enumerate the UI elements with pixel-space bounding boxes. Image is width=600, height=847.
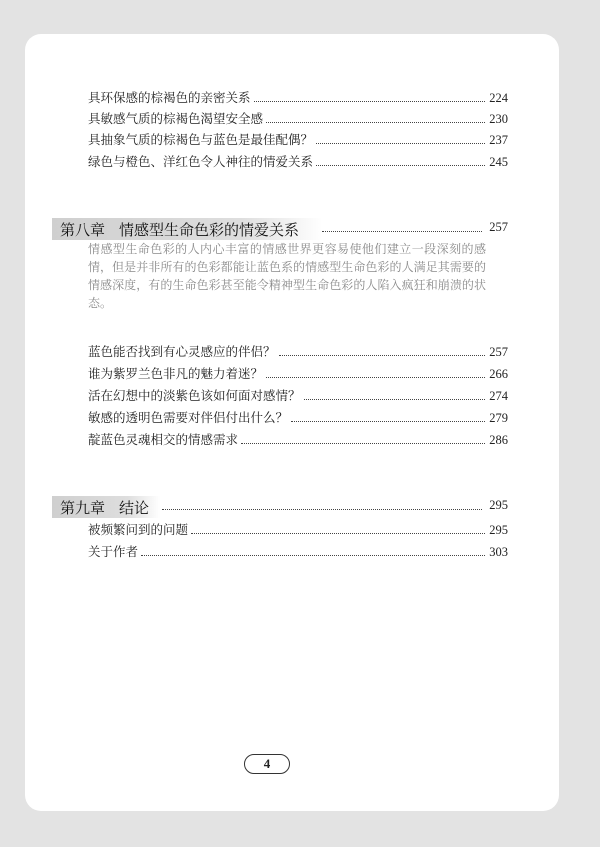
chapter-8-summary: 情感型生命色彩的人内心丰富的情感世界更容易使他们建立一段深刻的感情，但是并非所有的色彩都能让蓝色系的情感型生命色彩的人满足其需要的情感深度，有的生命色彩甚至能令精神型生命色彩的人陷入疯狂和崩溃的状态。 <box>88 242 486 310</box>
dot-leader <box>316 143 485 144</box>
chapter-9-page: 295 <box>489 498 508 512</box>
toc-entry[interactable] <box>88 540 508 560</box>
dot-leader <box>241 443 485 444</box>
chapter-9-heading[interactable] <box>52 496 508 518</box>
toc-entry-title: 蓝色能否找到有心灵感应的伴侣？ <box>88 344 276 359</box>
toc-entry-page: 266 <box>489 367 508 381</box>
dot-leader <box>316 165 485 166</box>
toc-entry-page: 295 <box>489 523 508 537</box>
toc-entry-page: 257 <box>489 345 508 359</box>
chapter-9-title: 结论 <box>119 498 150 517</box>
toc-entry-title: 具抽象气质的棕褐色与蓝色是最佳配偶？ <box>88 132 314 147</box>
toc-entry-title: 绿色与橙色、洋红色令人神往的情爱关系 <box>88 154 314 169</box>
toc-entry[interactable] <box>88 107 508 127</box>
toc-entry-title: 具环保感的棕褐色的亲密关系 <box>88 90 251 105</box>
chapter-8-number: 第八章 <box>60 220 106 239</box>
page-number: 4 <box>244 754 290 774</box>
chapter-9-banner <box>52 496 160 518</box>
toc-entry-page: 279 <box>489 411 508 425</box>
toc-entry-title: 关于作者 <box>88 544 139 559</box>
toc-entry-page: 237 <box>489 133 508 147</box>
toc-entry[interactable] <box>88 150 508 170</box>
dot-leader <box>141 555 485 556</box>
toc-entry[interactable] <box>88 128 508 148</box>
toc-entry[interactable] <box>88 384 508 404</box>
toc-entry-page: 303 <box>489 545 508 559</box>
toc-entry[interactable] <box>88 86 508 106</box>
toc-entry[interactable] <box>88 406 508 426</box>
chapter-8-title: 情感型生命色彩的情爱关系 <box>119 220 300 239</box>
toc-entry-page: 230 <box>489 112 508 126</box>
toc-entry-page: 274 <box>489 389 508 403</box>
toc-entry-title: 靛蓝色灵魂相交的情感需求 <box>88 432 239 447</box>
dot-leader <box>162 509 482 510</box>
chapter-8-heading[interactable] <box>52 218 508 240</box>
dot-leader <box>266 122 485 123</box>
dot-leader <box>304 399 486 400</box>
toc-entry-title: 敏感的透明色需要对伴侣付出什么？ <box>88 410 289 425</box>
chapter-8-banner <box>52 218 322 240</box>
toc-entry-title: 被频繁问到的问题 <box>88 522 189 537</box>
toc-entry[interactable] <box>88 428 508 448</box>
dot-leader <box>291 421 485 422</box>
chapter-8-page: 257 <box>489 220 508 234</box>
toc-entry-page: 245 <box>489 155 508 169</box>
toc-entry[interactable] <box>88 362 508 382</box>
dot-leader <box>279 355 486 356</box>
toc-entry[interactable] <box>88 518 508 538</box>
toc-entry-page: 224 <box>489 91 508 105</box>
dot-leader <box>322 231 482 232</box>
dot-leader <box>191 533 485 534</box>
dot-leader <box>266 377 485 378</box>
toc-entry[interactable] <box>88 340 508 360</box>
toc-entry-page: 286 <box>489 433 508 447</box>
dot-leader <box>254 101 486 102</box>
chapter-9-number: 第九章 <box>60 498 106 517</box>
toc-entry-title: 谁为紫罗兰色非凡的魅力着迷？ <box>88 366 264 381</box>
toc-entry-title: 活在幻想中的淡紫色该如何面对感情？ <box>88 388 301 403</box>
toc-entry-title: 具敏感气质的棕褐色渴望安全感 <box>88 111 264 126</box>
